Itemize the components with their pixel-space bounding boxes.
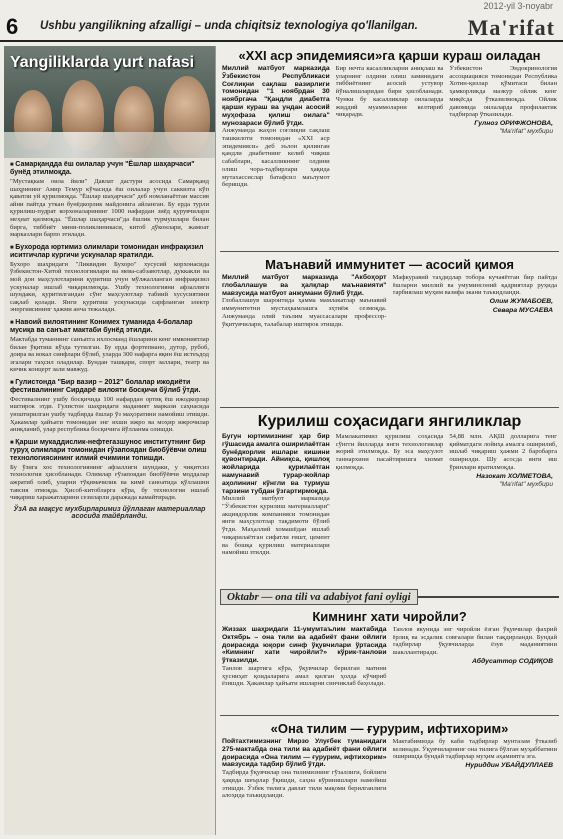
article-text: Танлов шартига кўра, ўқувчилар берилган матнни ҳусниҳат қоидаларига амал қилган ҳолда кўчириб ёзишди. Ҳакамлар ҳайъати ишларни синчиклаб баҳолади. (222, 664, 387, 688)
article-body (220, 624, 559, 688)
article-text: Мактабимизда бу каби тадбирлар мунтазам ўтказиб келинади. Ўқувчиларнинг она тилига бўлган муҳаббатини оширишда бундай тадбирлар муҳим аҳамиятга эга. (392, 738, 557, 761)
article-body (220, 63, 559, 189)
article-epidemic (220, 46, 559, 246)
news-item (4, 436, 215, 522)
article-author: Нуриддин УБАЙДУЛЛАЕВ (465, 762, 553, 770)
article-title: Маънавий иммунитет — асосий қимоя (265, 257, 514, 272)
article-lead: Жиззах шаҳридаги 11-умумтаълим мактабида Октябрь – она тили ва адабиёт фани ойлиги доирасида юқори синф ўқувчилари ўртасида «Кимнинг хати чиройли?» кўрик-танлови ўтказилди. (222, 626, 387, 665)
article-text: Мамлакатимиз қурилиш соҳасида сўнгги йилларда янги технологиялар жорий этилмоқда. Бу эса маҳсулот таннархини пасайтиришга хизмат қилмоқда. (335, 433, 444, 471)
divider (220, 251, 559, 252)
article-author-role: "Ma'rifat" мухбири (499, 127, 554, 135)
article-text: Миллий матбуот марказида "Ўзбекистон қурилиш материаллари" акциядорлик компанияси томонидан янги маҳсулотлар тақдимоти бўлиб ўтди. Маҳаллий хомашёдан ишлаб чиқарилаётган сифатли ғишт, цемент ва бошқа қурилиш материаллари намойиш этилди. (222, 495, 330, 557)
news-item-text: Фестивалнинг ушбу босқичида 100 нафардан ортиқ ёш ижодкорлар иштирок этди. Гулистон шаҳридаги маданият маркази саҳнасида уюштирилган ушбу тадбирда ёшлар ўз маҳоратини намойиш этишди. Ҳакамлар ҳайъати томонидан энг яхши ижро ва моҳир ижрочилар аниқланиб, улар республика босқичига йўлланма олишди. (10, 395, 209, 434)
news-item-text: "Мустақкам оила йили" Давлат дастури асосида Самарқанд шаҳрининг Амир Темур кўчасида ёш оилалар учун саккизта кўп қаватли уй қурилмоқда. "Ёшлар шаҳарчаси" деб номланаётган массив айни пайтда уткан бунёдкорлик майдонига айланган. Бу ерда турли қурилиш-пудрат корхоналарининг 1000 нафардан зиёд қурувчилари меҳнат қилмоқда. "Ёшлар шаҳарчаси"да ёшлик турмушлари билан бирга, тиббиёт мини-поликлиникаси, китоб дўконлари, жамоат марказлари барпо этилади. (10, 178, 209, 239)
news-item-headline: ■ Навоий вилоятининг Конимех туманида 4-болалар мусиқа ва санъат мактаби бунёд этилди. (10, 319, 209, 335)
article-lead: Бугун юртимизнинг ҳар бир гўшасида амалга оширилаётган бунёдкорлик ишлари кишини қувонтиради. Айниқса, қишлоқ жойларида қурилаётган намунавий турар-жойлар аҳолининг кўнгли ва турмуш тарзини тубдан ўзгартирмоқда. (222, 433, 330, 495)
article-column-2 (393, 274, 558, 328)
news-item-text: Бу ўзига хос технологиянинг афзаллиги шундаки, у чиқитсиз технология ҳисобланади. Олимлар ғўзапоядан биобўёвчи моддалар ажратиб олиб, уларни тўқимачилик ва кимё саноатида қўллашни тавсия этмоқда. Ҳисоб-китобларга кўра, бу технология ишлаб чиқариш харажатларини сезиларли даражада камайтиради. (10, 463, 209, 502)
article-column-1 (222, 738, 387, 800)
article-column-2 (393, 626, 558, 688)
article-lead: Пойтахтимизнинг Мирзо Улуғбек туманидаги 275-мактабда она тили ва адабиёт фани ойлиги доирасида «Она тилим — ғурурим, ифтихорим» мавзусида тадбир бўлиб ўтди. (222, 738, 387, 769)
news-item (4, 158, 215, 241)
article-text: Тадбирда ўқувчилар она тилимизнинг гўзаллиги, бойлиги ҳақида шеърлар ўқишди, саҳна кўринишлари намойиш этишди. Ўзбек тилига давлат тили мақоми берилганлиги алоҳида таъкидланди. (222, 769, 387, 800)
article-text: Бир нечта касалликларни аниқлаш ва уларнинг олдини олиш заминидаги тиббиётнинг асосий устувор йўналишларидан бири ҳисобланади. Чунки бу касалликлар оилаларда жиддий муаммоларни келтириб чиқаради. (335, 65, 444, 119)
news-item-headline: ■ Қарши мукаддислик-нефтегазшунос институтнинг бир гуруҳ олимлари томонидан ғўзапоядан биобўёвчи олиш технологиясининг илмий ечимини топишди. (10, 439, 209, 463)
article-text: Мафкуравий таҳдидлар тобора кучаяётган бир пайтда ёшларни миллий ва умуминсоний қадриятлар руҳида тарбиялаш муҳим вазифа экани таъкидланди. (392, 274, 557, 297)
issue-date: 2012-yil 3-noyabr (483, 1, 553, 11)
news-column-signature: ЎзА ва мақсус мухбирларимиз йўллаган материаллар асосида тайёрланди. (13, 505, 206, 520)
article-column-1 (222, 433, 330, 557)
article-body (220, 736, 559, 800)
article-author: Гулноз ОРИФЖОНОВА, (474, 119, 554, 127)
news-item (4, 316, 215, 376)
article-text: Танлов якунида энг чиройли ёзган ўқувчилар фахрий ёрлиқ ва эсдалик совғалари билан тақдирланди. Бундай тадбирлар ўқувчиларда ёзув маданиятини шакллантиради. (392, 626, 557, 657)
news-item-headline: ■ Гулистонда "Бир вазир – 2012" болалар ижодиёти фестивалининг Сирдарё вилояти босқичи бўлиб ўтди. (10, 379, 209, 395)
article-construction (220, 404, 559, 584)
article-column-2 (336, 65, 444, 189)
article-title: Курилиш соҳасидаги янгиликлар (257, 413, 522, 430)
article-title: «XXI аср эпидемияси»га қарши кураш оиладан (238, 48, 541, 63)
article-column-3 (449, 433, 557, 557)
news-item-text: Мактабда туманнинг санъатга ихлосманд ёшларини кенг имкониятлар билан ўқитиш кўзда тутилган. Бу ерда фортепиано, дутор, рубоб, доира ва вокал синфлари бўлиб, уларда 300 нафарга яқин ёш истеъдод эгалари таҳсил оладилар. Бундан ташқари, спорт заллари, театр ва кичик концерт зали мавжуд. (10, 335, 209, 374)
news-item-headline: ■ Самарқандда ёш оилалар учун "Ёшлар шаҳарчаси" бунёд этилмоқда. (10, 161, 209, 177)
divider (220, 715, 559, 716)
article-column-3 (449, 65, 557, 189)
news-column (4, 46, 216, 835)
divider (220, 407, 559, 408)
article-column-1 (222, 626, 387, 688)
photo-foreground (4, 132, 216, 158)
newspaper-brand: Ma'rifat (467, 15, 555, 40)
articles-column (220, 46, 559, 835)
article-author-role: "Ma'rifat" мухбири (499, 480, 554, 488)
article-immunity (220, 248, 559, 402)
article-native-language (220, 712, 559, 835)
article-body (220, 272, 559, 328)
article-lead: Миллий матбуот марказида "Акбоҳорт глобаллашув ва ҳалқлар маънавияти" мавзусида матбуот анжумани бўлиб ўтди. (222, 274, 387, 297)
news-item (4, 241, 215, 316)
article-author-2: Севара МУСАЕВА (492, 307, 553, 315)
page-number: 6 (6, 14, 19, 39)
rubric-line (418, 596, 559, 598)
article-title: «Она тилим — ғурурим, ифтихорим» (270, 721, 509, 736)
article-column-1 (222, 274, 387, 328)
article-body (220, 431, 559, 557)
article-column-2 (336, 433, 444, 557)
article-text: Анжуманда жаҳон соғлиқни сақлаш ташкилоти томонидан «XXI аср эпидемияси» деб эълон қилинган қандли диабетнинг келиб чиқиш сабаблари, касалликнинг олдини олиш чора-тадбирлари ҳақида мутахассислар батафсил маълумот беришди. (222, 127, 330, 189)
rubric-label: Oktabr — ona tili va adabiyot fani oyligi (220, 589, 418, 605)
article-title: Кимнинг хати чиройли? (312, 609, 467, 624)
news-banner (4, 46, 216, 158)
rubric-banner (220, 589, 559, 605)
news-item (4, 376, 215, 436)
banner-title: Yangiliklarda yurt nafasi (10, 54, 195, 71)
article-column-1 (222, 65, 330, 189)
article-text: Глобаллашув шароитида ҳамма мамлакатлар маънавий иммунитетни мустаҳкамлашга эҳтиёж сезмоқда. Анжуманда олий таълим муассасалари профессор-ўқитувчилари, талабалар иштирок этишди. (222, 297, 387, 328)
news-item-text: Бухоро шаҳридаги "Ликвидин Бухоро" хусусий корхонасида ўзбекистон-Хитой технологиялари ва мева-сабзавотлар, дуккакли ва мой дон маҳсулотларини қуритиш учун мўлжалланган инфрақизил ускуналар ишлаб чиқарилмоқда. Ушбу технологияни афзаллиги шундаки, қуритилгандан сўнг маҳсулотлар табиий хусусиятини сақлаб қолади. Янги қуритиш ускунасида сарфланган электр энергиясининг ҳажми анча тежалади. (10, 260, 209, 314)
article-text: 54,88 млн. АҚШ долларига тенг қийматдаги лойиҳа амалга оширилиб, ишлаб чиқариш ҳажми 2 баробарга оширилди. Шу асосда янги иш ўринлари яратилмоқда. (449, 433, 558, 471)
page-header (0, 12, 563, 42)
article-handwriting (220, 586, 559, 710)
article-lead: Миллий матбуот марказида Ўзбекистон Республикаси Соғлиқни сақлаш вазирлиги томонидан "1 ноябрдан 30 ноябргача "Қандли диабетга қарши кураш ва ундан асосий муҳофаза қилиш оилага" мунозараси бўлиб ўтди. (222, 65, 330, 127)
article-author: Назокат ХОЛМЕТОВА, (476, 472, 554, 480)
header-top (0, 0, 563, 12)
news-item-headline: ■ Бухорода юртимиз олимлари томонидан инфрақизил иситгичлар кургичи ускуналар яратилди. (10, 244, 209, 260)
article-author: Олим ЖУМАБОЕВ, (489, 298, 553, 306)
article-text: Ўзбекистон Эндокринология ассоциацияси томонидан Республика Хотин-қизлар қўмитаси билан ҳамкорликда мазкур ойлик кенг миқёсда ўтказилмоқда. Ойлик давомида оилаларда профилактик тадбирлар ўтказилади. (449, 65, 558, 119)
header-motto: Ushbu yangilikning afzalligi – unda chiqitsiz texnologiya qo'llanilgan. (40, 20, 418, 32)
article-author: Абдусаттор СОДИҚОВ (472, 657, 553, 665)
article-column-2 (393, 738, 558, 800)
